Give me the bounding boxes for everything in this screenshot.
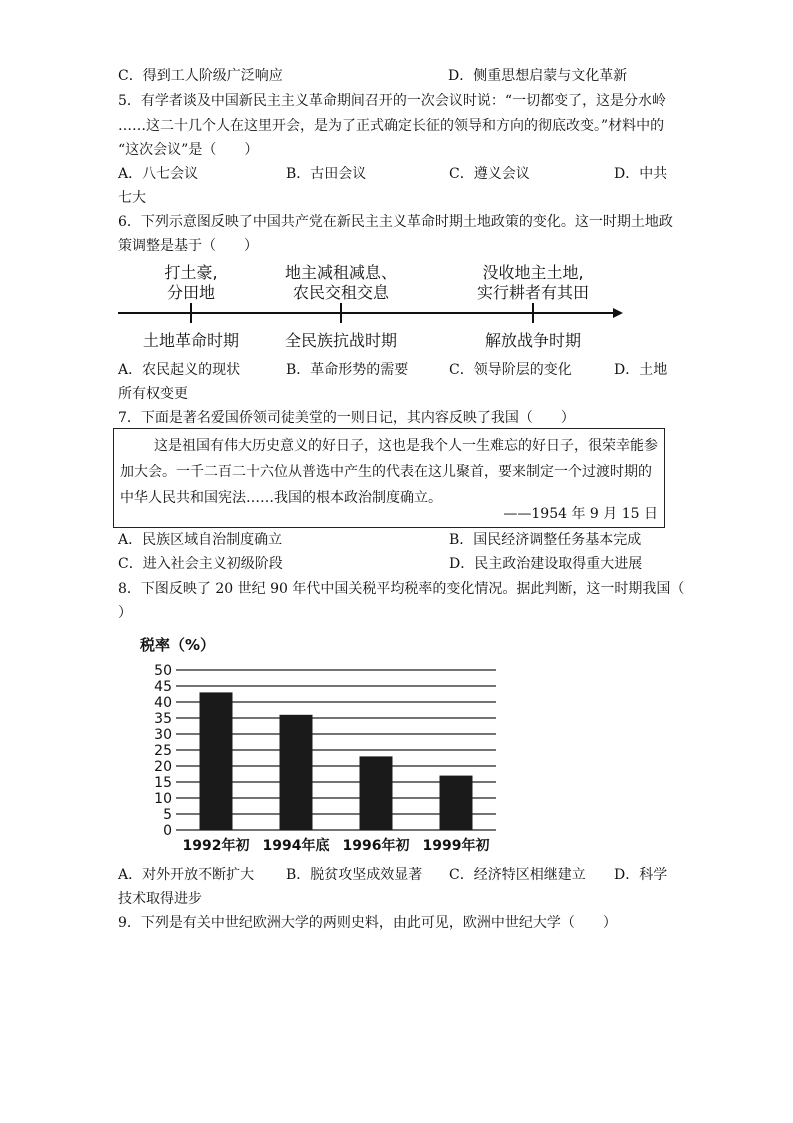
q7-option-a: A．民族区域自治制度确立 [118,532,283,548]
chart-y-tick-label: 30 [154,727,172,743]
land-policy-timeline [118,258,638,358]
policy-1-line2: 分田地 [166,283,215,302]
chart-y-ticks [154,663,172,839]
timeline-period-1: 土地革命时期 [142,331,239,350]
q7-option-b: B．国民经济调整任务基本完成 [449,532,642,548]
timeline-policy-2 [281,263,401,303]
q5-stem-line2: ……这二十几个人在这里开会，是为了正式确定长征的领导和方向的彻底改变。”材料中的 [118,118,665,134]
q6-option-d: D．土地 [614,362,668,378]
chart-x-tick-label: 1996年初 [342,838,410,854]
chart-y-tick-label: 5 [163,807,172,823]
q7-stem-line1: 7．下面是著名爱国侨领司徒美堂的一则日记，其内容反映了我国（ ） [118,410,575,426]
policy-2-line1: 地主减租减息、 [284,263,397,282]
chart-y-tick-label: 35 [154,711,172,727]
q6-stem-line1: 6．下列示意图反映了中国共产党在新民主主义革命时期土地政策的变化。这一时期土地政 [118,214,673,230]
tariff-rate-chart [118,628,518,858]
diary-signature: ——1954 年 9 月 15 日 [503,506,658,522]
q7-option-d: D．民主政治建设取得重大进展 [449,556,643,572]
q5-stem-line1: 5．有学者谈及中国新民主主义革命期间召开的一次会议时说：“一切都变了，这是分水岭 [118,93,667,109]
chart-y-tick-label: 50 [154,663,172,679]
chart-bar [440,776,473,830]
tariff-chart-svg [118,628,518,858]
chart-x-tick-label: 1992年初 [182,838,250,854]
chart-bar [360,756,393,830]
chart-y-tick-label: 10 [154,791,172,807]
chart-y-tick-label: 20 [154,759,172,775]
diary-text: 这是祖国有伟大历史意义的好日子，这也是我个人一生难忘的好日子，很荣幸能参加大会。一千二百二十六位从普选中产生的代表在这儿聚首，要来制定一个过渡时期的中华人民共和国宪法……我国的根本政治制度确立。 [120,438,658,506]
chart-x-tick-label: 1999年初 [422,838,490,854]
policy-2-line2: 农民交租交息 [292,283,389,302]
chart-bar [280,715,313,830]
timeline-period-2: 全民族抗战时期 [284,331,397,350]
chart-x-ticks [183,837,490,854]
q6-option-a: A．农民起义的现状 [118,362,241,378]
chart-bars [200,692,473,830]
q5-option-d-continued: 七大 [118,190,146,206]
q8-option-c: C．经济特区相继建立 [449,867,586,883]
q6-stem-line2: 策调整是基于（ ） [118,238,258,254]
q8-option-b: B．脱贫攻坚成效显著 [286,867,423,883]
q8-option-d-continued: 技术取得进步 [118,891,202,907]
chart-y-tick-label: 0 [163,823,172,839]
q8-stem-line1: 8．下图反映了 20 世纪 90 年代中国关税平均税率的变化情况。据此判断，这一时期我国（ [118,581,685,597]
q9-stem-line1: 9．下列是有关中世纪欧洲大学的两则史料，由此可见，欧洲中世纪大学（ ） [118,915,617,931]
chart-y-tick-label: 40 [154,695,172,711]
q7-option-c: C．进入社会主义初级阶段 [118,556,283,572]
chart-bar [200,692,233,830]
policy-1-line1: 打土豪, [164,263,218,282]
q8-option-a: A．对外开放不断扩大 [118,867,255,883]
diary-quote-box [113,428,665,528]
q6-option-d-continued: 所有权变更 [118,386,188,402]
timeline-period-3: 解放战争时期 [484,331,581,350]
timeline-policy-3 [468,263,598,303]
q5-option-a: A．八七会议 [118,166,199,182]
q5-stem-line3: “这次会议”是（ ） [118,142,259,158]
chart-y-tick-label: 45 [154,679,172,695]
q6-option-c: C．领导阶层的变化 [449,362,572,378]
chart-y-tick-label: 15 [154,775,172,791]
timeline-policy-1 [156,263,226,303]
policy-3-line2: 实行耕者有其田 [476,283,589,302]
chart-y-axis-label: 税率（%） [140,636,216,654]
chart-y-tick-label: 25 [154,743,172,759]
timeline-arrow-icon [613,308,623,318]
q8-option-d: D．科学 [614,867,668,883]
q5-option-b: B．古田会议 [286,166,367,182]
q6-option-b: B．革命形势的需要 [286,362,409,378]
q5-option-c: C．遵义会议 [449,166,530,182]
chart-x-tick-label: 1994年底 [262,838,330,854]
q8-stem-line2: ） [118,605,132,621]
q4-option-c: C．得到工人阶级广泛响应 [118,68,283,84]
policy-3-line1: 没收地主土地, [482,263,584,282]
q5-option-d: D．中共 [614,166,668,182]
q4-option-d: D．侧重思想启蒙与文化革新 [448,68,628,84]
